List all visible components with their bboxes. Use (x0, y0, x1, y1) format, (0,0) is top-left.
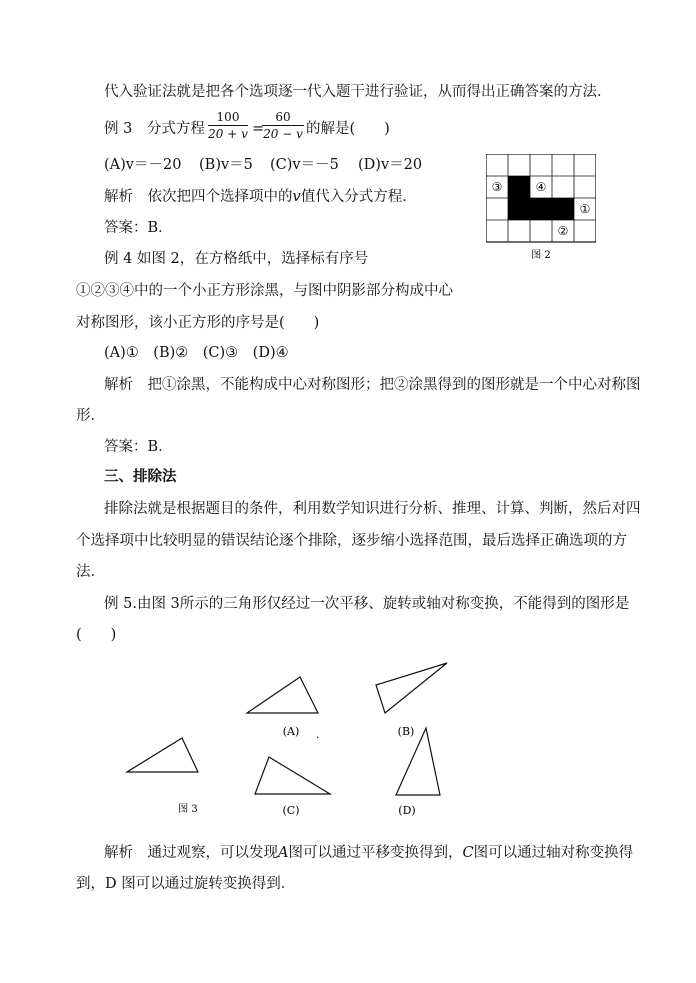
example3-analysis-start: 解析 依次把四个选择项中的 (104, 189, 293, 205)
example5-line2: ( ) (76, 627, 117, 643)
example3-option-a: (A)v＝－20 (104, 157, 182, 173)
example5-line1: 例 5.由图 3所示的三角形仅经过一次平移、旋转或轴对称变换，不能得到的图形是 (104, 596, 630, 612)
intro-paragraph: 代入验证法就是把各个选项逐一代入题干进行验证，从而得出正确答案的方法． (104, 84, 612, 100)
analysis5-middle: 图可以通过平移变换得到， (288, 845, 463, 861)
grid-label-1: ① (579, 202, 591, 216)
figure-3-caption: 图 3 (178, 804, 198, 815)
label-a: (A) (282, 725, 300, 738)
example5-analysis-line1 (104, 846, 633, 861)
analysis5-start: 解析 通过观察，可以发现 (104, 845, 278, 861)
example3-answer: 答案：B． (104, 220, 173, 236)
triangle-a (247, 677, 318, 713)
example4-options: (A)① (B)② (C)③ (D)④ (104, 345, 289, 361)
fraction-1-numerator: 100 (216, 110, 240, 124)
triangle-b (376, 663, 447, 713)
example4-line1: 例 4 如图 2，在方格纸中，选择标有序号 (104, 251, 369, 267)
fraction-1-bar (208, 125, 248, 126)
section3-paragraph-line2: 个选择项中比较明显的错误结论逐个排除，逐步缩小选择范围，最后选择正确选项的方 (76, 533, 627, 549)
grid-label-3: ③ (491, 180, 503, 194)
figure-2-grid (486, 154, 596, 264)
example3-option-d: (D)v＝20 (358, 157, 423, 173)
section3-paragraph-line3: 法． (76, 564, 105, 580)
fraction-2 (262, 111, 304, 140)
example3-question-tail: 的解是( ) (306, 121, 390, 137)
figure-letter-a: A (278, 845, 289, 861)
example3-analysis-end: 值代入分式方程． (300, 189, 417, 205)
grid-label-4: ④ (535, 180, 547, 194)
example4-line3: 对称图形，该小正方形的序号是( ) (76, 315, 320, 331)
grid-label-2: ② (557, 224, 569, 238)
fraction-2-numerator: 60 (275, 110, 291, 124)
fraction-2-bar (262, 125, 304, 126)
label-d: (D) (398, 804, 416, 817)
stray-dot: . (316, 728, 320, 741)
triangle-original (127, 738, 198, 772)
variable-v: v (292, 189, 301, 205)
example5-analysis-line2: 到，D 图可以通过旋转变换得到． (76, 876, 296, 892)
fraction-1-denominator: 20 + v (208, 127, 248, 141)
example4-line2: ①②③④中的一个小正方形涂黑，与图中阴影部分构成中心 (76, 283, 453, 299)
example4-answer: 答案：B． (104, 439, 173, 455)
example3-option-b: (B)v＝5 (199, 157, 253, 173)
figure-2-caption: 图 2 (531, 250, 551, 261)
label-c: (C) (282, 804, 300, 817)
example3-label: 例 3 分式方程 (104, 121, 205, 137)
analysis5-end: 图可以通过轴对称变换得 (473, 845, 634, 861)
label-b: (B) (397, 725, 415, 738)
fraction-1 (208, 111, 248, 140)
fraction-2-denominator: 20 − v (263, 127, 303, 141)
triangle-d (396, 728, 440, 795)
example3-analysis (104, 190, 417, 205)
example4-analysis-line1: 解析 把①涂黑，不能构成中心对称图形；把②涂黑得到的图形就是一个中心对称图 (104, 377, 641, 393)
figure-3 (0, 650, 696, 830)
section3-heading: 三、排除法 (104, 468, 177, 485)
section3-paragraph-line1: 排除法就是根据题目的条件，利用数学知识进行分析、推理、计算、判断，然后对四 (104, 501, 641, 517)
example4-analysis-line2: 形． (76, 408, 105, 424)
triangle-c (255, 757, 330, 794)
equals-sign: = (252, 121, 265, 137)
example3-option-c: (C)v＝－5 (270, 157, 339, 173)
figure-letter-c: C (462, 845, 474, 861)
